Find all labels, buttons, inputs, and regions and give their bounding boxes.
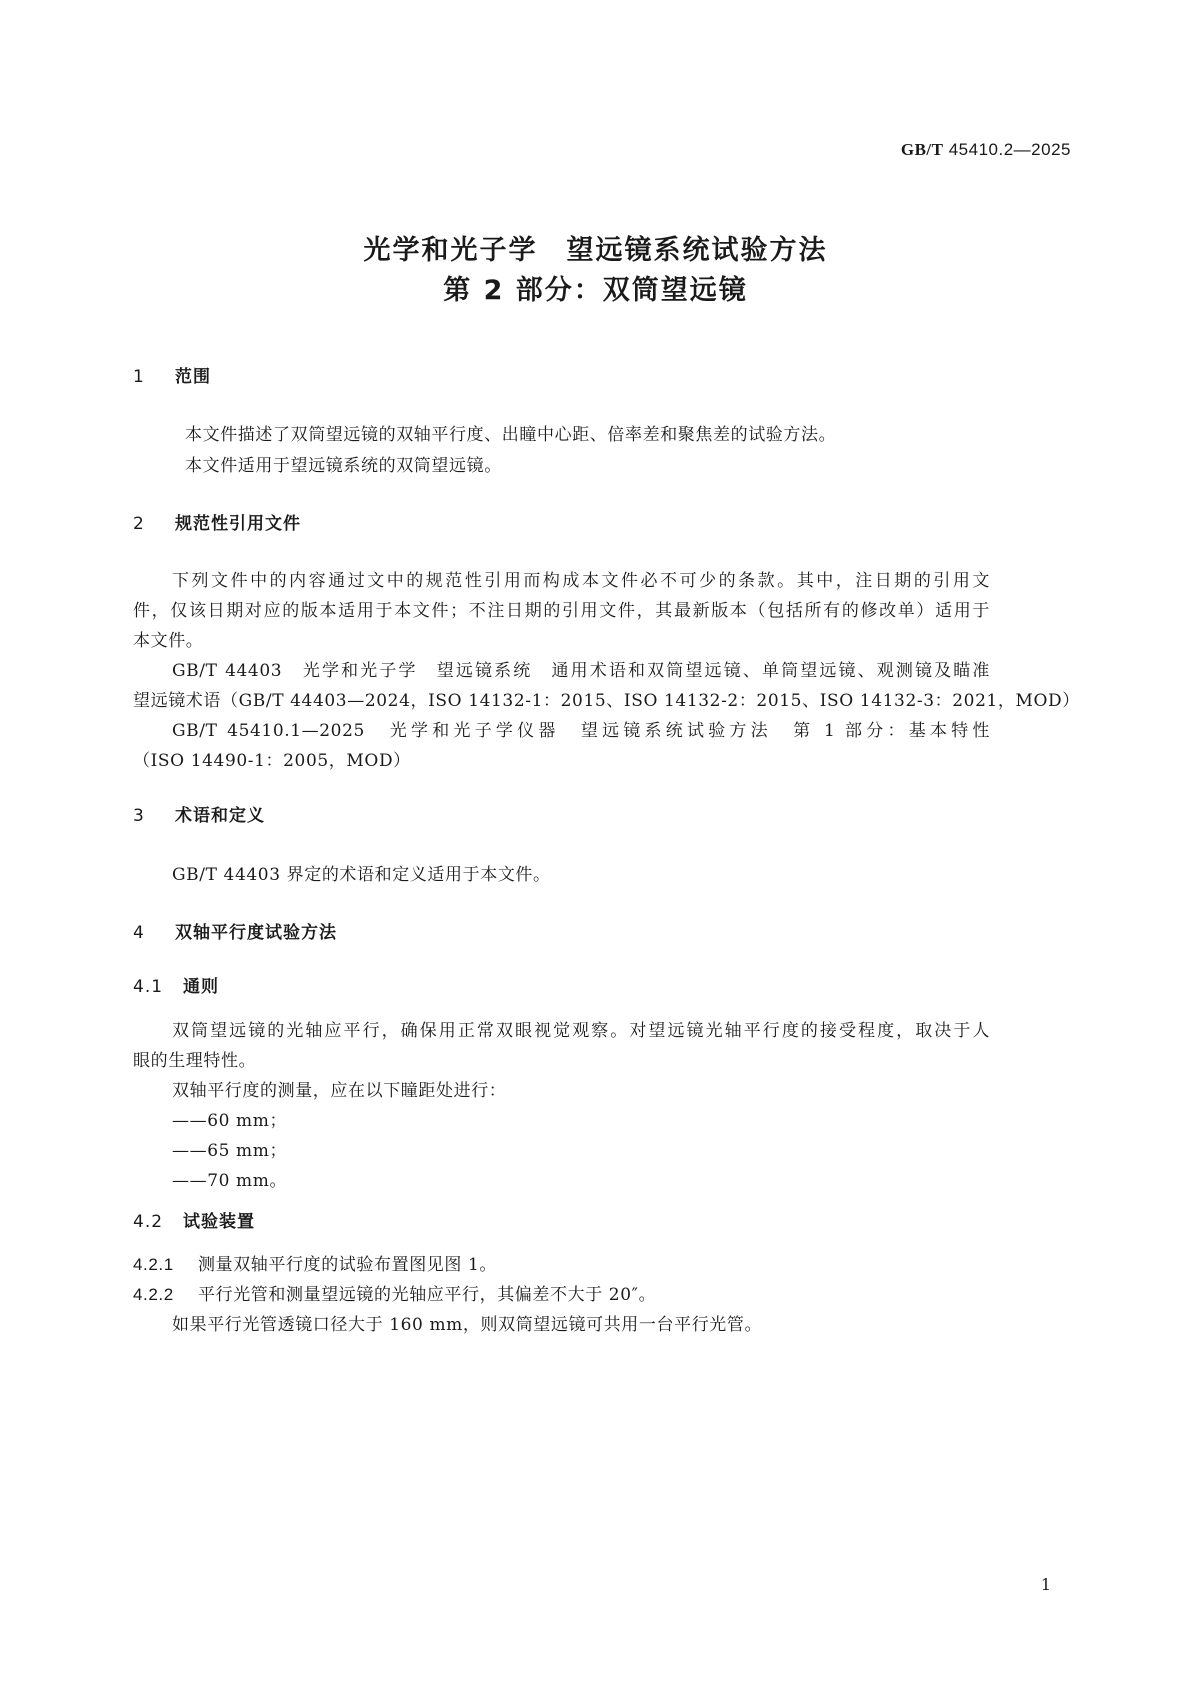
list-item: ——70 mm。: [172, 1171, 288, 1191]
section-2-paragraph-line-3: 本文件。: [133, 631, 204, 651]
section-1-heading: 1 范围: [133, 367, 211, 387]
reference-1-line-1: GB/T 44403 光学和光子学 望远镜系统 通用术语和双筒望远镜、单筒望远镜、观测镜及瞄准: [172, 661, 990, 681]
clause-4-2-2-paragraph-2: 如果平行光管透镜口径大于 160 mm，则双筒望远镜可共用一台平行光管。: [172, 1315, 763, 1335]
section-4-1-heading: 4.1 通则: [133, 977, 219, 997]
section-2-heading: 2 规范性引用文件: [133, 514, 301, 534]
section-1-paragraph-1: 本文件描述了双筒望远镜的双轴平行度、出瞳中心距、倍率差和聚焦差的试验方法。: [185, 425, 837, 445]
section-2-paragraph-line-2: 件，仅该日期对应的版本适用于本文件；不注日期的引用文件，其最新版本（包括所有的修改单）适用于: [133, 601, 990, 621]
section-4-heading: 4 双轴平行度试验方法: [133, 923, 337, 943]
section-3-heading: 3 术语和定义: [133, 806, 265, 826]
section-4-1-paragraph-line-2: 眼的生理特性。: [133, 1051, 257, 1071]
reference-2-line-2: （ISO 14490-1：2005，MOD）: [133, 751, 411, 771]
section-3-paragraph: GB/T 44403 界定的术语和定义适用于本文件。: [172, 865, 551, 885]
section-1-paragraph-2: 本文件适用于望远镜系统的双筒望远镜。: [185, 456, 502, 476]
standard-number: GB/T 45410.2—2025: [900, 140, 1071, 159]
list-item: ——60 mm；: [172, 1111, 288, 1131]
document-title: 光学和光子学 望远镜系统试验方法: [363, 235, 828, 266]
page-number: 1: [1040, 1575, 1051, 1594]
document-subtitle: 第 2 部分：双筒望远镜: [443, 275, 748, 306]
section-4-1-paragraph-2: 双轴平行度的测量，应在以下瞳距处进行：: [172, 1081, 507, 1101]
clause-4-2-2: 4.2.2 平行光管和测量望远镜的光轴应平行，其偏差不大于 20″。: [133, 1285, 657, 1305]
list-item: ——65 mm；: [172, 1141, 288, 1161]
reference-1-line-2: 望远镜术语（GB/T 44403—2024，ISO 14132-1：2015、ISO 14132-2：2015、ISO 14132-3：2021，MOD）: [133, 691, 1080, 711]
section-4-2-heading: 4.2 试验装置: [133, 1212, 255, 1232]
reference-2-line-1: GB/T 45410.1—2025 光学和光子学仪器 望远镜系统试验方法 第 1 部分：基本特性: [172, 721, 990, 741]
clause-4-2-1: 4.2.1 测量双轴平行度的试验布置图见图 1。: [133, 1255, 498, 1275]
section-4-1-paragraph-line-1: 双筒望远镜的光轴应平行，确保用正常双眼视觉观察。对望远镜光轴平行度的接受程度，取决于人: [172, 1021, 990, 1041]
section-2-paragraph-line-1: 下列文件中的内容通过文中的规范性引用而构成本文件必不可少的条款。其中，注日期的引用文: [172, 571, 990, 591]
